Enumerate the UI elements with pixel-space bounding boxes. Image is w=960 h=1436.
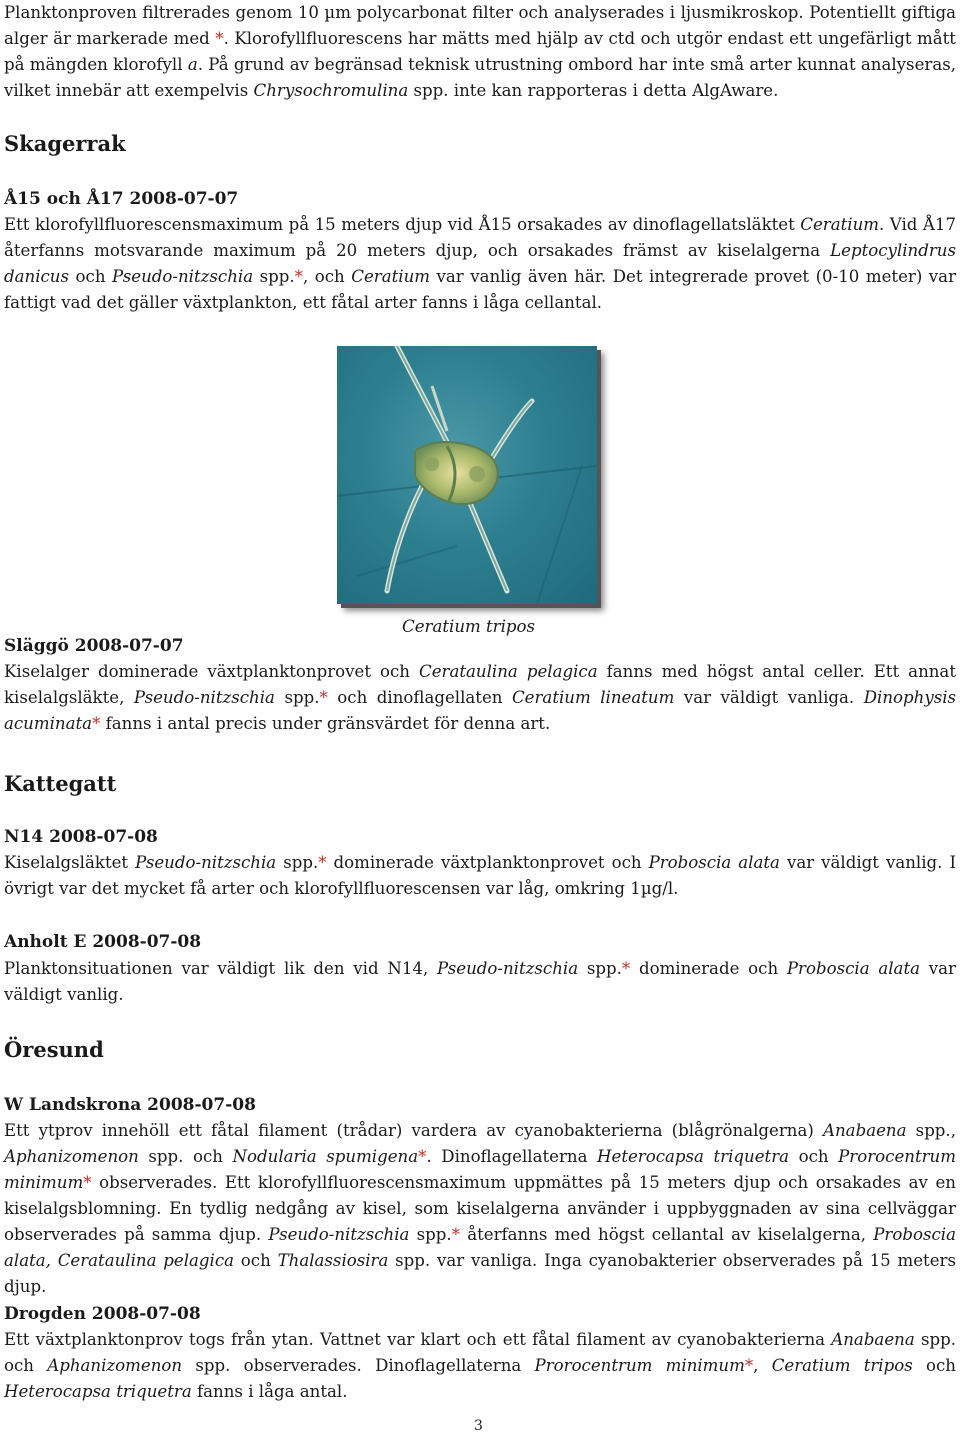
ceratium-tripos-photo [337, 346, 597, 604]
toxic-marker: * [319, 688, 328, 707]
station-heading-a15-a17: Å15 och Å17 2008-07-07 [4, 189, 239, 209]
toxic-marker: * [744, 1356, 754, 1375]
toxic-marker: * [92, 714, 101, 733]
figure-caption: Ceratium tripos [402, 617, 536, 636]
station-heading-slaggo: Släggö 2008-07-07 [4, 636, 184, 656]
toxic-marker: * [621, 959, 631, 978]
microscope-figure [337, 346, 597, 604]
station-paragraph-w-landskrona: Ett ytprov innehöll ett fåtal filament (trådar) vardera av cyanobakterierna (blågrönalgerna) Anabaena spp., Aphanizomenon spp. och Nodularia spumigena*. Dinoflagellaterna Heterocapsa triquetra och Prorocentrum minimum* observerades. Ett klorofyllfluorescensmaximum uppmättes på 15 meters djup och orsakades av en kiselalgsblomning. En tydlig nedgång av kisel, som kiselalgerna använder i uppbyggnaden av sina cellväggar observerades på samma djup. Pseudo-nitzschia spp.* återfanns med högst cellantal av kiselalgerna, Proboscia alata, Cerataulina pelagica och Thalassiosira spp. var vanliga. Inga cyanobakterier observerades på 15 meters djup. [4, 1121, 956, 1296]
toxic-marker: * [451, 1225, 460, 1244]
region-heading-kattegatt: Kattegatt [4, 771, 117, 796]
station-heading-w-landskrona: W Landskrona 2008-07-08 [4, 1095, 256, 1115]
toxic-marker: * [83, 1173, 92, 1192]
toxic-marker: * [418, 1147, 427, 1166]
station-paragraph-slaggo: Kiselalger dominerade växtplanktonprovet och Cerataulina pelagica fanns med högst antal celler. Ett annat kiselalgsläkte, Pseudo-nitzschia spp.* och dinoflagellaten Ceratium lineatum var väldigt vanliga. Dinophysis acuminata* fanns i antal precis under gränsvärdet för denna art. [4, 662, 957, 733]
page-number: 3 [474, 1418, 483, 1434]
species-name: Chrysochromulina [253, 81, 409, 100]
station-paragraph-anholt: Planktonsituationen var väldigt lik den vid N14, Pseudo-nitzschia spp.* dominerade och Proboscia alata var väldigt vanlig. [4, 959, 956, 1004]
station-paragraph-a15-a17: Ett klorofyllfluorescensmaximum på 15 meters djup vid Å15 orsakades av dinoflagellatsläktet Ceratium. Vid Å17 återfanns motsvarande maximum på 20 meters djup, och orsakades främst av kiselalgerna Leptocylindrus danicus och Pseudo-nitzschia spp.*, och Ceratium var vanlig även här. Det integrerade provet (0-10 meter) var fattigt vad det gäller växtplankton, ett fåtal arter fanns i låga cellantal. [4, 215, 957, 312]
station-heading-anholt: Anholt E 2008-07-08 [4, 932, 202, 952]
region-heading-oresund: Öresund [4, 1037, 104, 1062]
toxic-marker: * [294, 267, 303, 286]
station-heading-drogden: Drogden 2008-07-08 [4, 1304, 201, 1324]
station-paragraph-n14: Kiselalgsläktet Pseudo-nitzschia spp.* dominerade växtplanktonprovet och Proboscia alata var väldigt vanlig. I övrigt var det mycket få arter och klorofyllfluorescensen var låg, omkring 1µg/l. [4, 853, 956, 898]
station-paragraph-drogden: Ett växtplanktonprov togs från ytan. Vattnet var klart och ett fåtal filament av cyanobakterierna Anabaena spp. och Aphanizomenon spp. observerades. Dinoflagellaterna Prorocentrum minimum*, Ceratium tripos och Heterocapsa triquetra fanns i låga antal. [4, 1330, 956, 1401]
ceratium-illustration [337, 346, 597, 604]
region-heading-skagerrak: Skagerrak [4, 131, 126, 156]
intro-paragraph: Planktonproven filtrerades genom 10 µm polycarbonat filter och analyserades i ljusmikroskop. Potentiellt giftiga alger är markerade med *. Klorofyllfluorescens har mätts med hjälp av ctd och utgör endast ett ungefärligt mått på mängden klorofyll a. På grund av begränsad teknisk utrustning ombord har inte små arter kunnat analyseras, vilket innebär att exempelvis Chrysochromulina spp. inte kan rapporteras i detta AlgAware. [4, 3, 957, 100]
toxic-marker: * [215, 29, 224, 48]
toxic-marker: * [318, 853, 327, 872]
station-heading-n14: N14 2008-07-08 [4, 827, 158, 847]
